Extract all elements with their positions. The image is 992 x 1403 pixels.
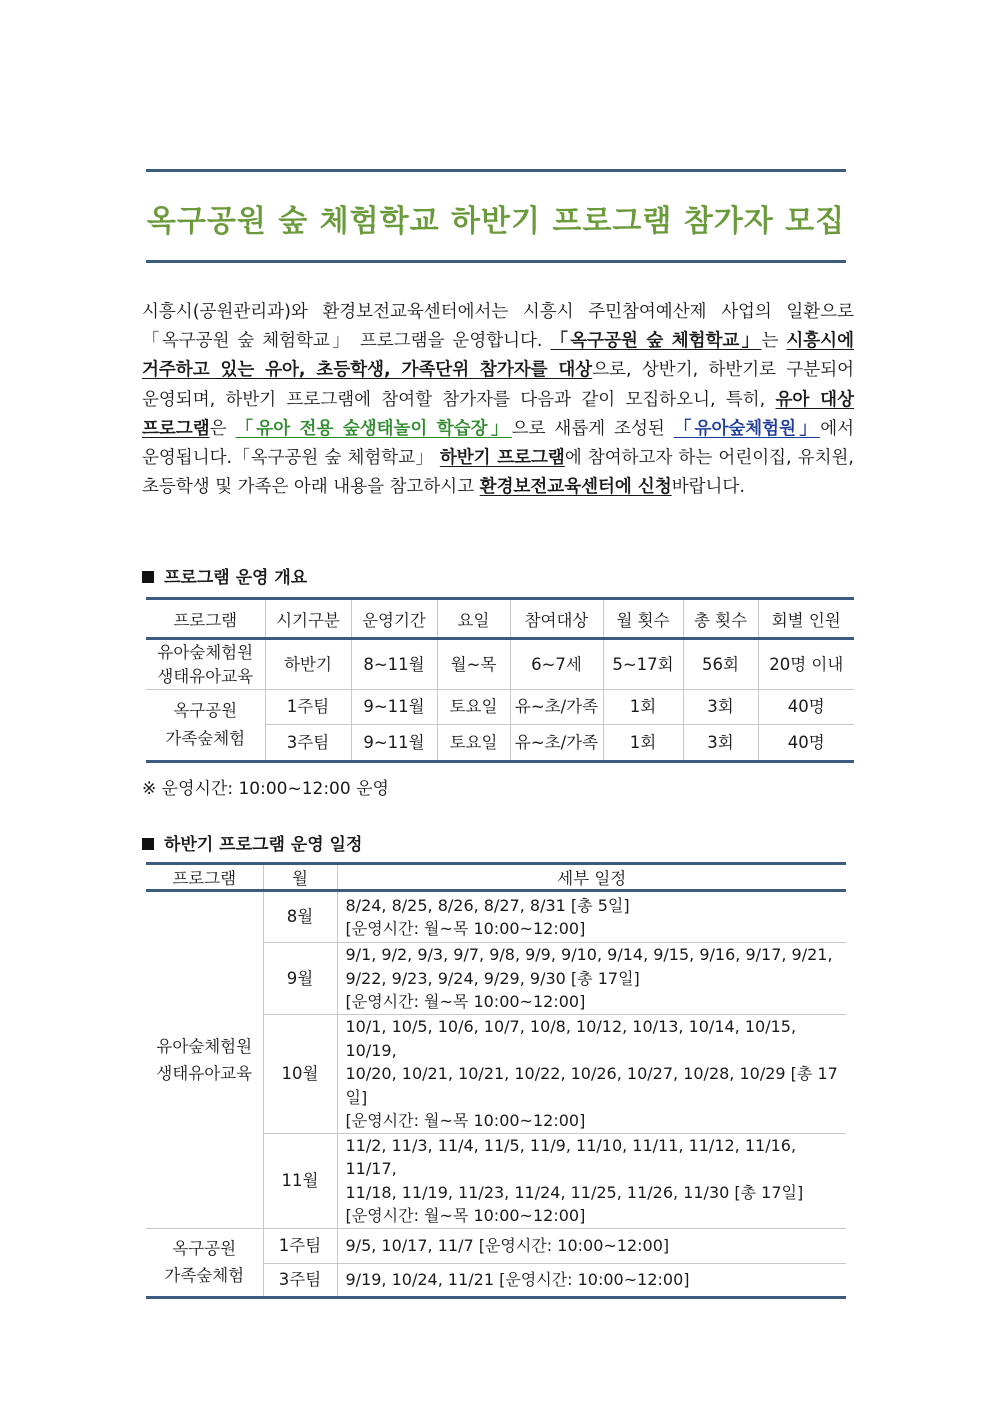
column-header: 회별 인원: [758, 599, 854, 639]
schedule-detail: 9/5, 10/17, 11/7 [운영시간: 10:00~12:00]: [337, 1228, 846, 1263]
table-header-row: [146, 864, 846, 891]
program-cell: 유아숲체험원 생태유아교육: [146, 639, 265, 690]
column-header: 월 횟수: [603, 599, 683, 639]
schedule-detail: 11/2, 11/3, 11/4, 11/5, 11/9, 11/10, 11/11, 11/12, 11/16, 11/17, 11/18, 11/19, 11/23, 11/24, 11/25, 11/26, 11/30 [총 17일] [운영시간: 월~목 10:00~12:00]: [337, 1133, 846, 1228]
table-cell: 1회: [603, 690, 683, 725]
table-cell: 1회: [603, 725, 683, 762]
intro-text: 바랍니다.: [671, 477, 745, 498]
table-cell: 토요일: [437, 690, 510, 725]
intro-emphasis: 「옥구공원 숲 체험학교」: [550, 331, 762, 352]
operating-hours-note: ※ 운영시간: 10:00~12:00 운영: [142, 779, 389, 799]
title-rule-bottom: [146, 260, 846, 263]
table-cell: 1주팀: [265, 690, 351, 725]
program-cell: 옥구공원 가족숲체험: [146, 690, 265, 762]
column-header: 요일: [437, 599, 510, 639]
table-cell: 6~7세: [510, 639, 603, 690]
program-cell: 유아숲체험원 생태유아교육: [146, 891, 263, 1229]
table-cell: 40명: [758, 690, 854, 725]
column-header: 월: [263, 864, 337, 891]
month-cell: 10월: [263, 1015, 337, 1134]
table-cell: 월~목: [437, 639, 510, 690]
month-cell: 11월: [263, 1133, 337, 1228]
intro-emphasis: 하반기 프로그램: [439, 448, 565, 469]
table-row: [146, 891, 846, 943]
section-heading-text: 하반기 프로그램 운영 일정: [164, 835, 363, 855]
table-cell: 토요일: [437, 725, 510, 762]
schedule-table: [146, 862, 846, 1299]
intro-text: 은: [209, 418, 236, 439]
intro-text: 에 참여하고자 하는 어린이집, 유치원, 초등학생 및 가족은 아래 내용을 참고하시고: [142, 448, 854, 498]
table-cell: 유~초/가족: [510, 725, 603, 762]
table-cell: 20명 이내: [758, 639, 854, 690]
page-title: 옥구공원 숲 체험학교 하반기 프로그램 참가자 모집: [146, 204, 846, 239]
overview-table: [146, 597, 854, 763]
column-header: 운영기간: [351, 599, 437, 639]
table-row: [146, 1228, 846, 1263]
schedule-detail: 9/1, 9/2, 9/3, 9/7, 9/8, 9/9, 9/10, 9/14, 9/15, 9/16, 9/17, 9/21, 9/22, 9/23, 9/24, 9/29, 9/30 [총 17일] [운영시간: 월~목 10:00~12:00]: [337, 943, 846, 1015]
month-cell: 3주팀: [263, 1263, 337, 1297]
intro-text: 으로, 상반기, 하반기로 구분되어 운영되며, 하반기 프로그램에 참여할 참가자를 다음과 같이 모집하오니, 특히,: [142, 360, 854, 410]
column-header: 세부 일정: [337, 864, 846, 891]
table-cell: 3주팀: [265, 725, 351, 762]
table-cell: 3회: [683, 725, 758, 762]
table-cell: 40명: [758, 725, 854, 762]
intro-text: 는: [761, 331, 787, 352]
table-cell: 9~11월: [351, 725, 437, 762]
intro-emphasis-green: 「유아 전용 숲생태놀이 학습장」: [235, 418, 512, 439]
intro-text: 으로 새롭게 조성된: [511, 418, 674, 439]
square-bullet-icon: [142, 571, 154, 583]
column-header: 시기구분: [265, 599, 351, 639]
intro-emphasis: 유아 대상 프로그램: [142, 389, 854, 439]
table-cell: 9~11월: [351, 690, 437, 725]
month-cell: 1주팀: [263, 1228, 337, 1263]
table-cell: 유~초/가족: [510, 690, 603, 725]
intro-text: 시흥시(공원관리과)와 환경보전교육센터에서는 시흥시 주민참여예산제 사업의 일환으로 「옥구공원 숲 체험학교」 프로그램을 운영합니다.: [142, 302, 854, 352]
section-heading-overview: [142, 563, 307, 588]
table-cell: 3회: [683, 690, 758, 725]
intro-emphasis: 환경보전교육센터에 신청: [479, 477, 672, 498]
intro-text: 에서 운영됩니다.「옥구공원 숲 체험학교」: [142, 418, 854, 469]
column-header: 총 횟수: [683, 599, 758, 639]
schedule-detail: 9/19, 10/24, 11/21 [운영시간: 10:00~12:00]: [337, 1263, 846, 1297]
title-rule-top: [146, 169, 846, 172]
intro-emphasis: 시흥시에 거주하고 있는 유아, 초등학생, 가족단위 참가자를 대상: [142, 331, 854, 381]
table-cell: 8~11월: [351, 639, 437, 690]
schedule-detail: 8/24, 8/25, 8/26, 8/27, 8/31 [총 5일] [운영시간: 월~목 10:00~12:00]: [337, 891, 846, 943]
table-row: [146, 690, 854, 725]
square-bullet-icon: [142, 838, 154, 850]
month-cell: 8월: [263, 891, 337, 943]
section-heading-schedule: [142, 830, 362, 855]
column-header: 프로그램: [146, 864, 263, 891]
table-cell: 5~17회: [603, 639, 683, 690]
column-header: 프로그램: [146, 599, 265, 639]
program-cell: 옥구공원 가족숲체험: [146, 1228, 263, 1297]
column-header: 참여대상: [510, 599, 603, 639]
intro-emphasis-blue: 「유아숲체험원」: [673, 418, 821, 439]
schedule-detail: 10/1, 10/5, 10/6, 10/7, 10/8, 10/12, 10/13, 10/14, 10/15, 10/19, 10/20, 10/21, 10/21, 10/22, 10/26, 10/27, 10/28, 10/29 [총 17일] [운영시간: 월~목 10:00~12:00]: [337, 1015, 846, 1134]
section-heading-text: 프로그램 운영 개요: [164, 568, 308, 588]
table-row: [146, 639, 854, 690]
table-cell: 56회: [683, 639, 758, 690]
intro-paragraph: [142, 298, 854, 502]
month-cell: 9월: [263, 943, 337, 1015]
table-header-row: [146, 599, 854, 639]
table-cell: 하반기: [265, 639, 351, 690]
